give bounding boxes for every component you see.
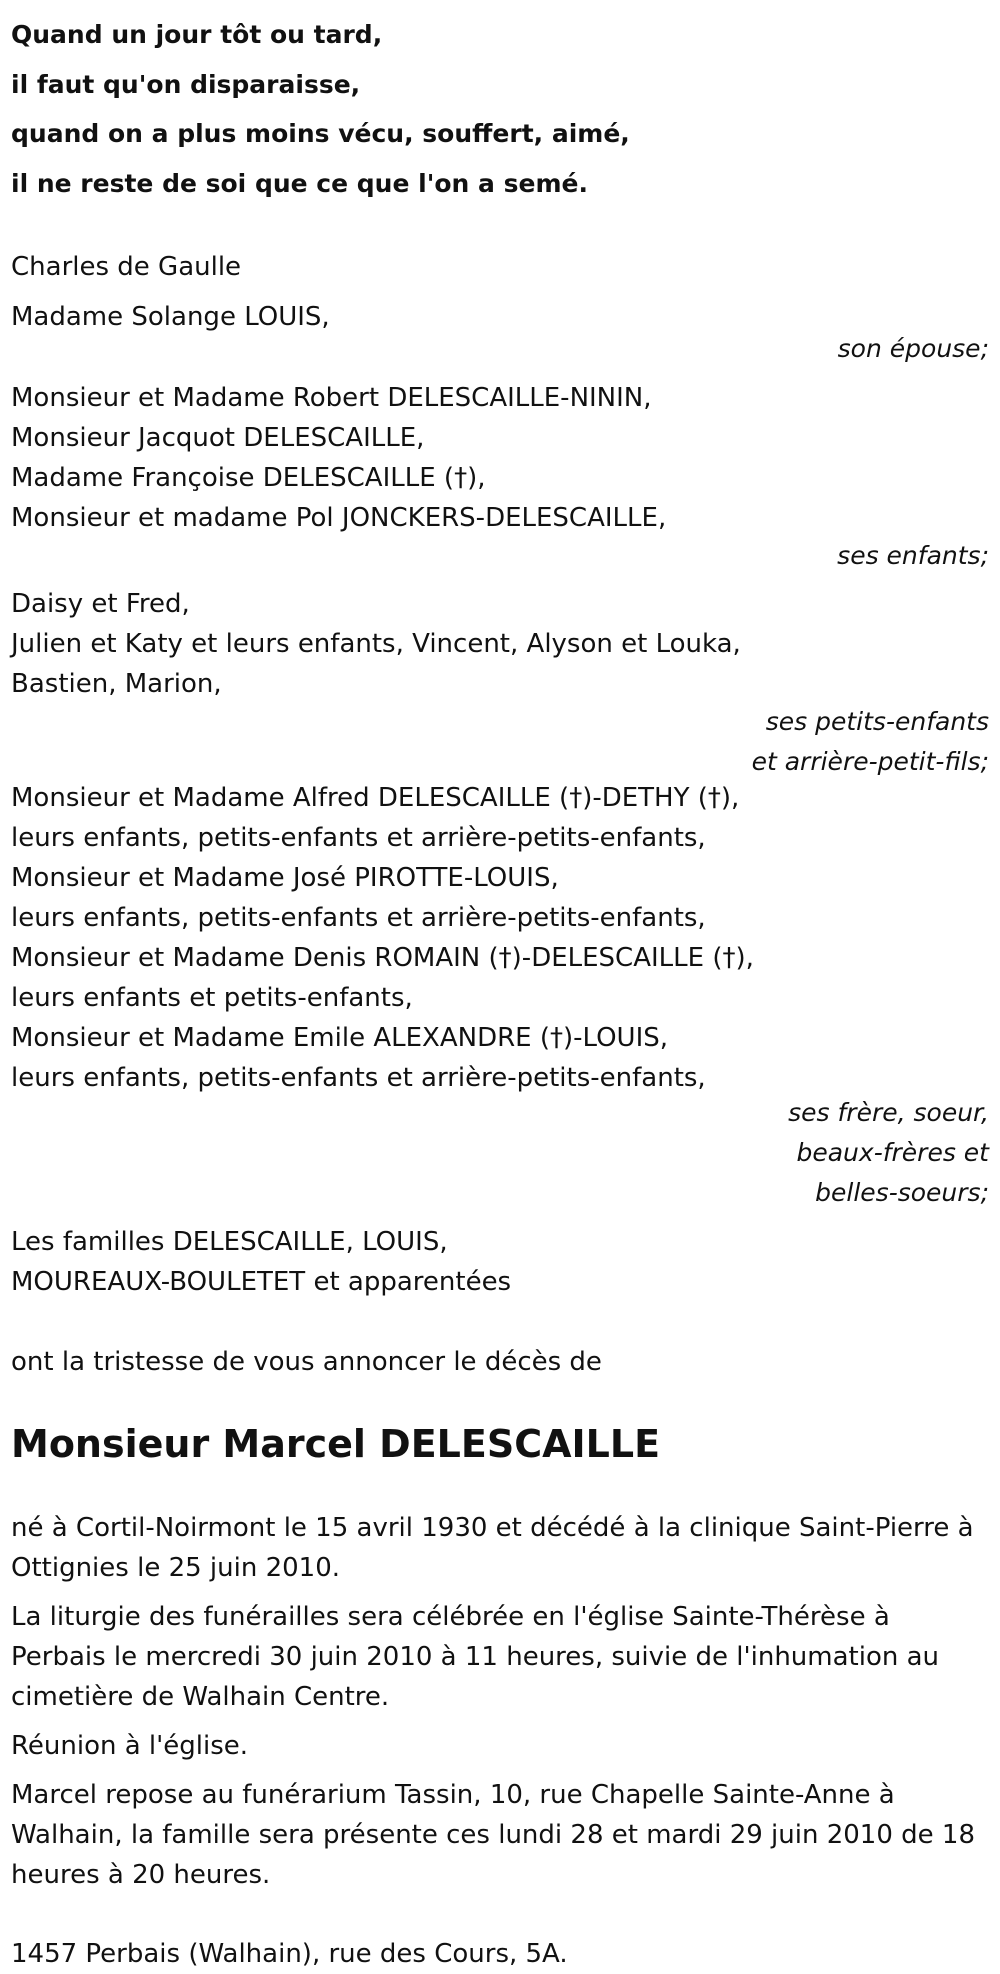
relation-label: son épouse; [837,334,989,363]
relation-label: ses petits-enfants et arrière-petit-fils; [751,707,989,776]
birth-death-details: né à Cortil-Noirmont le 15 avril 1930 et décédé à la clinique Saint-Pierre à Ottignies le 25 juin 2010. [11,1513,974,1583]
relation-label: ses enfants; [837,541,989,570]
family-name-line: Monsieur et Madame Robert DELESCAILLE-NININ, [11,383,652,413]
poem-line: il faut qu'on disparaisse, [11,69,361,99]
family-name-line: Monsieur et Madame Denis ROMAIN (†)-DELESCAILLE (†), [11,943,754,973]
family-name-line: Daisy et Fred, [11,589,190,619]
family-name-line: Monsieur et Madame Emile ALEXANDRE (†)-LOUIS, [11,1023,669,1053]
poem-line: il ne reste de soi que ce que l'on a semé. [11,168,588,198]
poem-quote [11,10,990,208]
visitation-details: Marcel repose au funérarium Tassin, 10, rue Chapelle Sainte-Anne à Walhain, la famille sera présente ces lundi 28 et mardi 29 juin 2010 de 18 heures à 20 heures. [11,1780,975,1890]
family-name-line: MOUREAUX-BOULETET et apparentées [11,1267,512,1297]
family-name-line: Madame Solange LOUIS, [11,302,330,332]
family-name-line: Monsieur Jacquot DELESCAILLE, [11,423,425,453]
family-group-children [11,378,990,576]
family-group-grandchildren [11,584,990,782]
family-name-line: leurs enfants, petits-enfants et arrière-petits-enfants, [11,1063,706,1093]
family-name-line: Julien et Katy et leurs enfants, Vincent, Alyson et Louka, [11,629,741,659]
family-group-families [11,1222,990,1302]
relation-label: ses frère, soeur, beaux-frères et belles-soeurs; [788,1098,989,1207]
family-group-siblings [11,778,990,1213]
deceased-name: Monsieur Marcel DELESCAILLE [11,1422,661,1466]
poem-line: quand on a plus moins vécu, souffert, aimé, [11,119,630,148]
announcement-text: ont la tristesse de vous annoncer le décès de [11,1347,602,1377]
poem-author: Charles de Gaulle [11,252,242,282]
reunion-details: Réunion à l'église. [11,1731,249,1761]
family-name-line: Madame Françoise DELESCAILLE (†), [11,463,486,493]
family-name-line: Bastien, Marion, [11,669,222,699]
family-group-spouse [11,297,990,369]
family-name-line: leurs enfants et petits-enfants, [11,983,413,1013]
family-name-line: Monsieur et madame Pol JONCKERS-DELESCAILLE, [11,503,667,533]
family-name-line: Monsieur et Madame José PIROTTE-LOUIS, [11,863,559,893]
poem-line: Quand un jour tôt ou tard, [11,20,383,49]
family-name-line: Les familles DELESCAILLE, LOUIS, [11,1227,448,1257]
family-name-line: Monsieur et Madame Alfred DELESCAILLE (†)-DETHY (†), [11,783,740,813]
family-name-line: leurs enfants, petits-enfants et arrière-petits-enfants, [11,903,706,933]
family-address: 1457 Perbais (Walhain), rue des Cours, 5A. [11,1939,568,1969]
family-name-line: leurs enfants, petits-enfants et arrière-petits-enfants, [11,823,706,853]
funeral-details: La liturgie des funérailles sera célébrée en l'église Sainte-Thérèse à Perbais le mercredi 30 juin 2010 à 11 heures, suivie de l'inhumation au cimetière de Walhain Centre. [11,1602,940,1712]
